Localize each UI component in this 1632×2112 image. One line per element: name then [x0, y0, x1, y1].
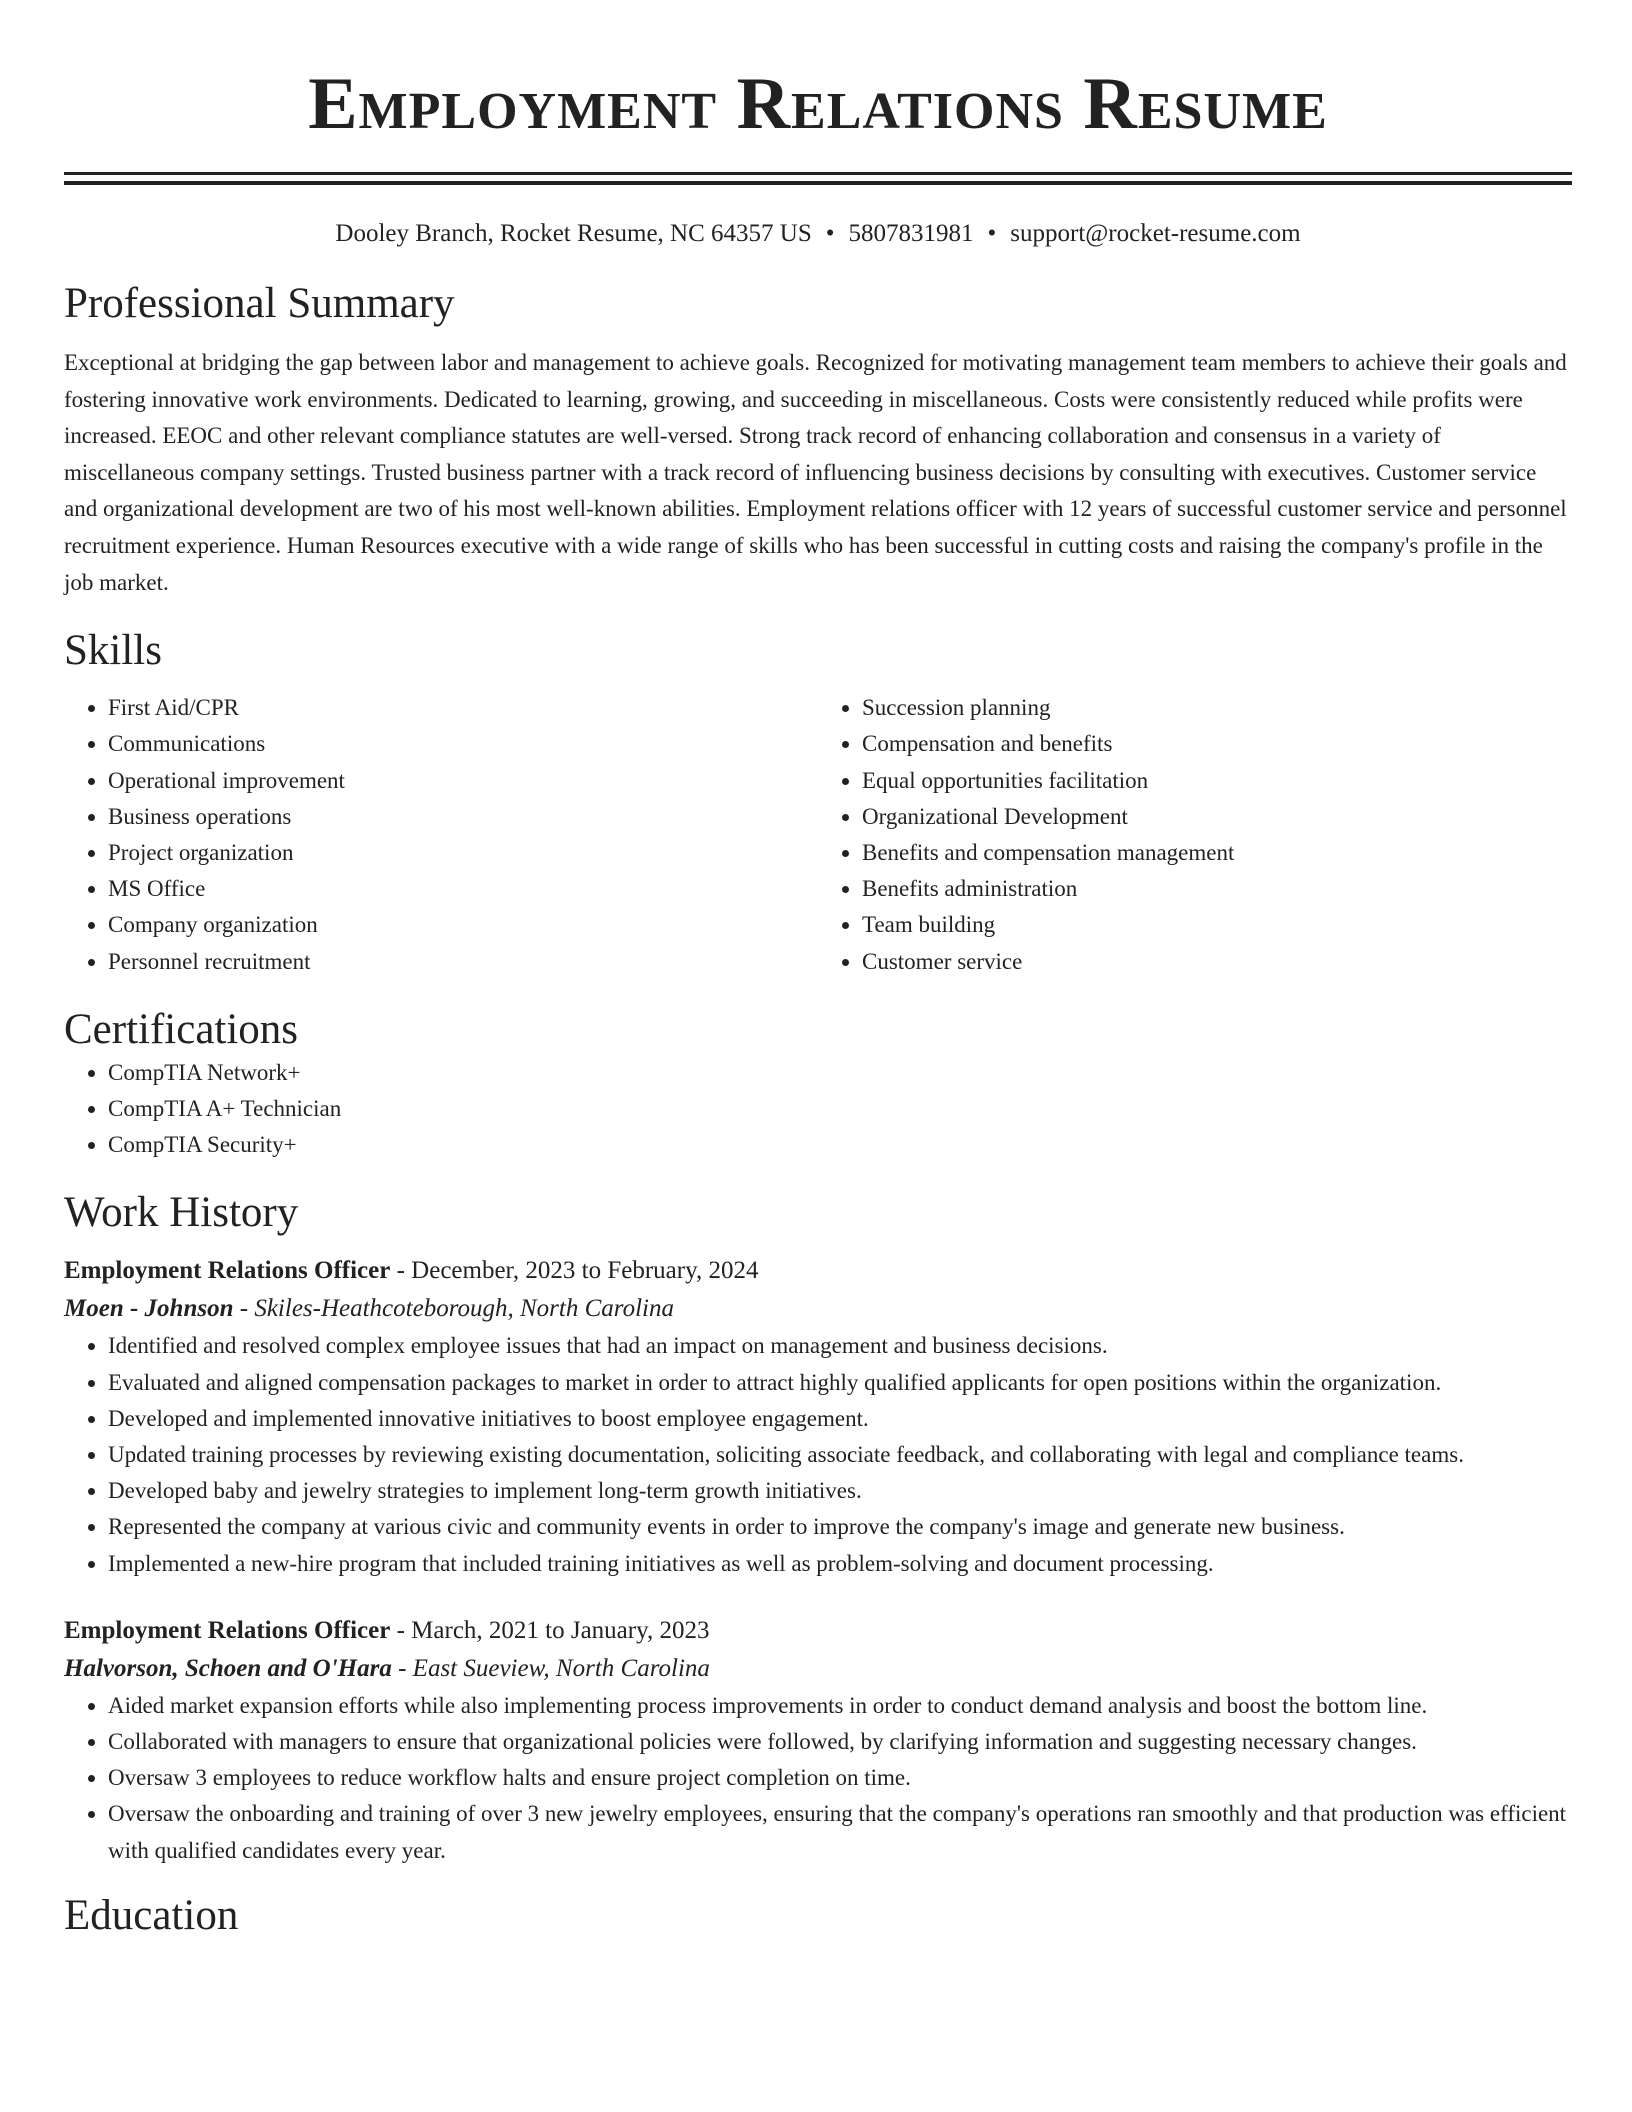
skills-list-left: [64, 690, 818, 980]
job-duty-item: • Evaluated and aligned compensation packages to market in order to attract highly qualified applicants for open positions within the organization.: [108, 1365, 1572, 1401]
skill-item: • Equal opportunities facilitation: [862, 763, 1572, 799]
skill-item: • Business operations: [108, 799, 818, 835]
summary-heading: Professional Summary: [64, 280, 455, 327]
title-divider-top: [64, 172, 1572, 175]
job-duty-item: • Aided market expansion efforts while also implementing process improvements in order to conduct demand analysis and boost the bottom line.: [108, 1688, 1572, 1724]
job-dates: - March, 2021 to January, 2023: [390, 1616, 710, 1644]
certifications-heading: Certifications: [64, 1005, 299, 1053]
contact-email[interactable]: support@rocket-resume.com: [1010, 220, 1301, 247]
job-duty-item: • Developed baby and jewelry strategies to implement long-term growth initiatives.: [108, 1473, 1572, 1509]
job-duty-item: • Developed and implemented innovative initiatives to boost employee engagement.: [108, 1401, 1572, 1437]
job-duty-item: • Represented the company at various civic and community events in order to improve the company's image and generate new business.: [108, 1509, 1572, 1545]
title-divider-bottom: [64, 181, 1572, 185]
job-duty-item: • Identified and resolved complex employee issues that had an impact on management and business decisions.: [108, 1328, 1572, 1364]
education-heading: Education: [64, 1891, 239, 1939]
skill-item: • Communications: [108, 726, 818, 762]
certification-item: • CompTIA Security+: [108, 1127, 1572, 1163]
job-duties-list: [64, 1328, 1572, 1581]
skill-item: • Company organization: [108, 907, 818, 943]
skill-item: • Team building: [862, 907, 1572, 943]
contact-separator: •: [987, 220, 997, 247]
job-entry: [64, 1612, 1572, 1869]
contact-address: Dooley Branch, Rocket Resume, NC 64357 US: [335, 220, 812, 247]
resume-page: [64, 0, 1572, 1941]
job-duty-item: • Oversaw the onboarding and training of over 3 new jewelry employees, ensuring that the company's operations ran smoothly and that production was efficient with qualified candidates every year.: [108, 1796, 1572, 1868]
job-role: Employment Relations Officer: [64, 1257, 391, 1285]
work-history-heading: Work History: [64, 1189, 299, 1237]
resume-title: Employment Relations Resume: [308, 63, 1328, 145]
job-duty-item: • Collaborated with managers to ensure that organizational policies were followed, by clarifying information and suggesting necessary changes.: [108, 1724, 1572, 1760]
skill-item: • Compensation and benefits: [862, 726, 1572, 762]
skills-grid: [64, 690, 1572, 980]
job-location: - Skiles-Heathcoteborough, North Carolina: [233, 1295, 674, 1323]
job-company-line: [64, 1290, 1572, 1328]
skill-item: • Operational improvement: [108, 763, 818, 799]
job-title-line: [64, 1612, 1572, 1650]
skill-item: • Benefits administration: [862, 871, 1572, 907]
certification-item: • CompTIA A+ Technician: [108, 1091, 1572, 1127]
skills-list-right: [818, 690, 1572, 980]
skill-item: • Benefits and compensation management: [862, 835, 1572, 871]
skill-item: • Personnel recruitment: [108, 944, 818, 980]
job-entry: [64, 1252, 1572, 1581]
contact-line: [64, 219, 1572, 249]
job-duty-item: • Updated training processes by reviewing existing documentation, soliciting associate feedback, and collaborating with legal and compliance teams.: [108, 1437, 1572, 1473]
skill-item: • Project organization: [108, 835, 818, 871]
skill-item: • MS Office: [108, 871, 818, 907]
job-duties-list: [64, 1688, 1572, 1869]
skill-item: • Succession planning: [862, 690, 1572, 726]
skills-heading: Skills: [64, 627, 162, 675]
job-location: - East Sueview, North Carolina: [391, 1654, 710, 1682]
job-company: Halvorson, Schoen and O'Hara: [64, 1654, 392, 1682]
job-title-line: [64, 1252, 1572, 1290]
certification-item: • CompTIA Network+: [108, 1055, 1572, 1091]
job-duty-item: • Implemented a new-hire program that included training initiatives as well as problem-solving and document processing.: [108, 1546, 1572, 1582]
job-company-line: [64, 1650, 1572, 1688]
contact-phone[interactable]: 5807831981: [848, 220, 974, 247]
job-dates: - December, 2023 to February, 2024: [390, 1257, 759, 1285]
job-company: Moen - Johnson: [64, 1295, 234, 1323]
job-role: Employment Relations Officer: [64, 1616, 391, 1644]
skill-item: • Customer service: [862, 944, 1572, 980]
skill-item: • First Aid/CPR: [108, 690, 818, 726]
summary-text: Exceptional at bridging the gap between labor and management to achieve goals. Recognized for motivating management team members to achieve their goals and fostering innovative work environments. Dedicated to learning, growing, and succeeding in miscellaneous. Costs were consistently reduced while profits were increased. EEOC and other relevant compliance statutes are well-versed. Strong track record of enhancing collaboration and consensus in a variety of miscellaneous company settings. Trusted business partner with a track record of influencing business decisions by consulting with executives. Customer service and organizational development are two of his most well-known abilities. Employment relations officer with 12 years of successful customer service and personnel recruitment experience. Human Resources executive with a wide range of skills who has been successful in cutting costs and raising the company's profile in the job market.: [64, 350, 1567, 595]
job-duty-item: • Oversaw 3 employees to reduce workflow halts and ensure project completion on time.: [108, 1760, 1572, 1796]
contact-separator: •: [825, 220, 835, 247]
certifications-list: [64, 1055, 1572, 1164]
skill-item: • Organizational Development: [862, 799, 1572, 835]
